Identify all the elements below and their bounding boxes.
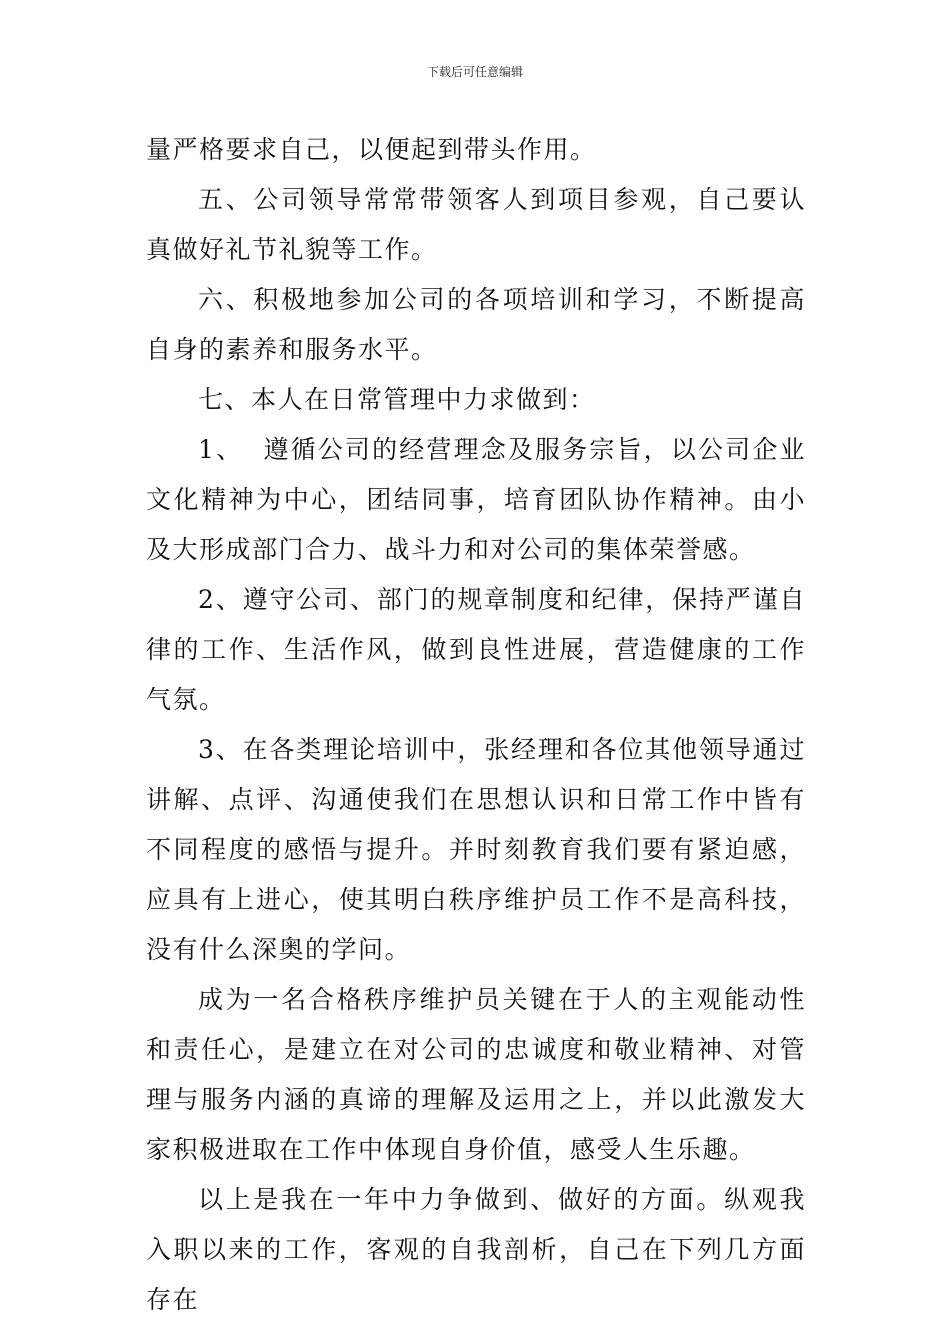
paragraph: 2、遵守公司、部门的规章制度和纪律，保持严谨自律的工作、生活作风，做到良性进展，营造健康的工作气氛。 <box>146 585 806 714</box>
paragraph: 成为一名合格秩序维护员关键在于人的主观能动性和责任心，是建立在对公司的忠诚度和敬业精神、对管理与服务内涵的真谛的理解及运用之上，并以此激发大家积极进取在工作中体现自身价值，感受人生乐趣。 <box>146 985 806 1164</box>
paragraph: 六、积极地参加公司的各项培训和学习，不断提高自身的素养和服务水平。 <box>146 285 806 364</box>
paragraph: 七、本人在日常管理中力求做到： <box>198 385 596 414</box>
paragraph: 以上是我在一年中力争做到、做好的方面。纵观我入职以来的工作，客观的自我剖析，自己在下列几方面存在 <box>146 1185 806 1314</box>
paragraph: 3、在各类理论培训中，张经理和各位其他领导通过讲解、点评、沟通使我们在思想认识和日常工作中皆有不同程度的感悟与提升。并时刻教育我们要有紧迫感，应具有上进心，使其明白秩序维护员工作不是高科技，没有什么深奥的学问。 <box>146 735 806 964</box>
paragraph: 五、公司领导常常带领客人到项目参观，自己要认真做好礼节礼貌等工作。 <box>146 185 806 264</box>
paragraph: 量严格要求自己，以便起到带头作用。 <box>146 135 597 164</box>
page-header: 下载后可任意编辑 <box>426 65 523 79</box>
paragraph: 1、 遵循公司的经营理念及服务宗旨，以公司企业文化精神为中心，团结同事，培育团队协作精神。由小及大形成部门合力、战斗力和对公司的集体荣誉感。 <box>146 435 806 564</box>
document-body <box>146 125 806 1325</box>
